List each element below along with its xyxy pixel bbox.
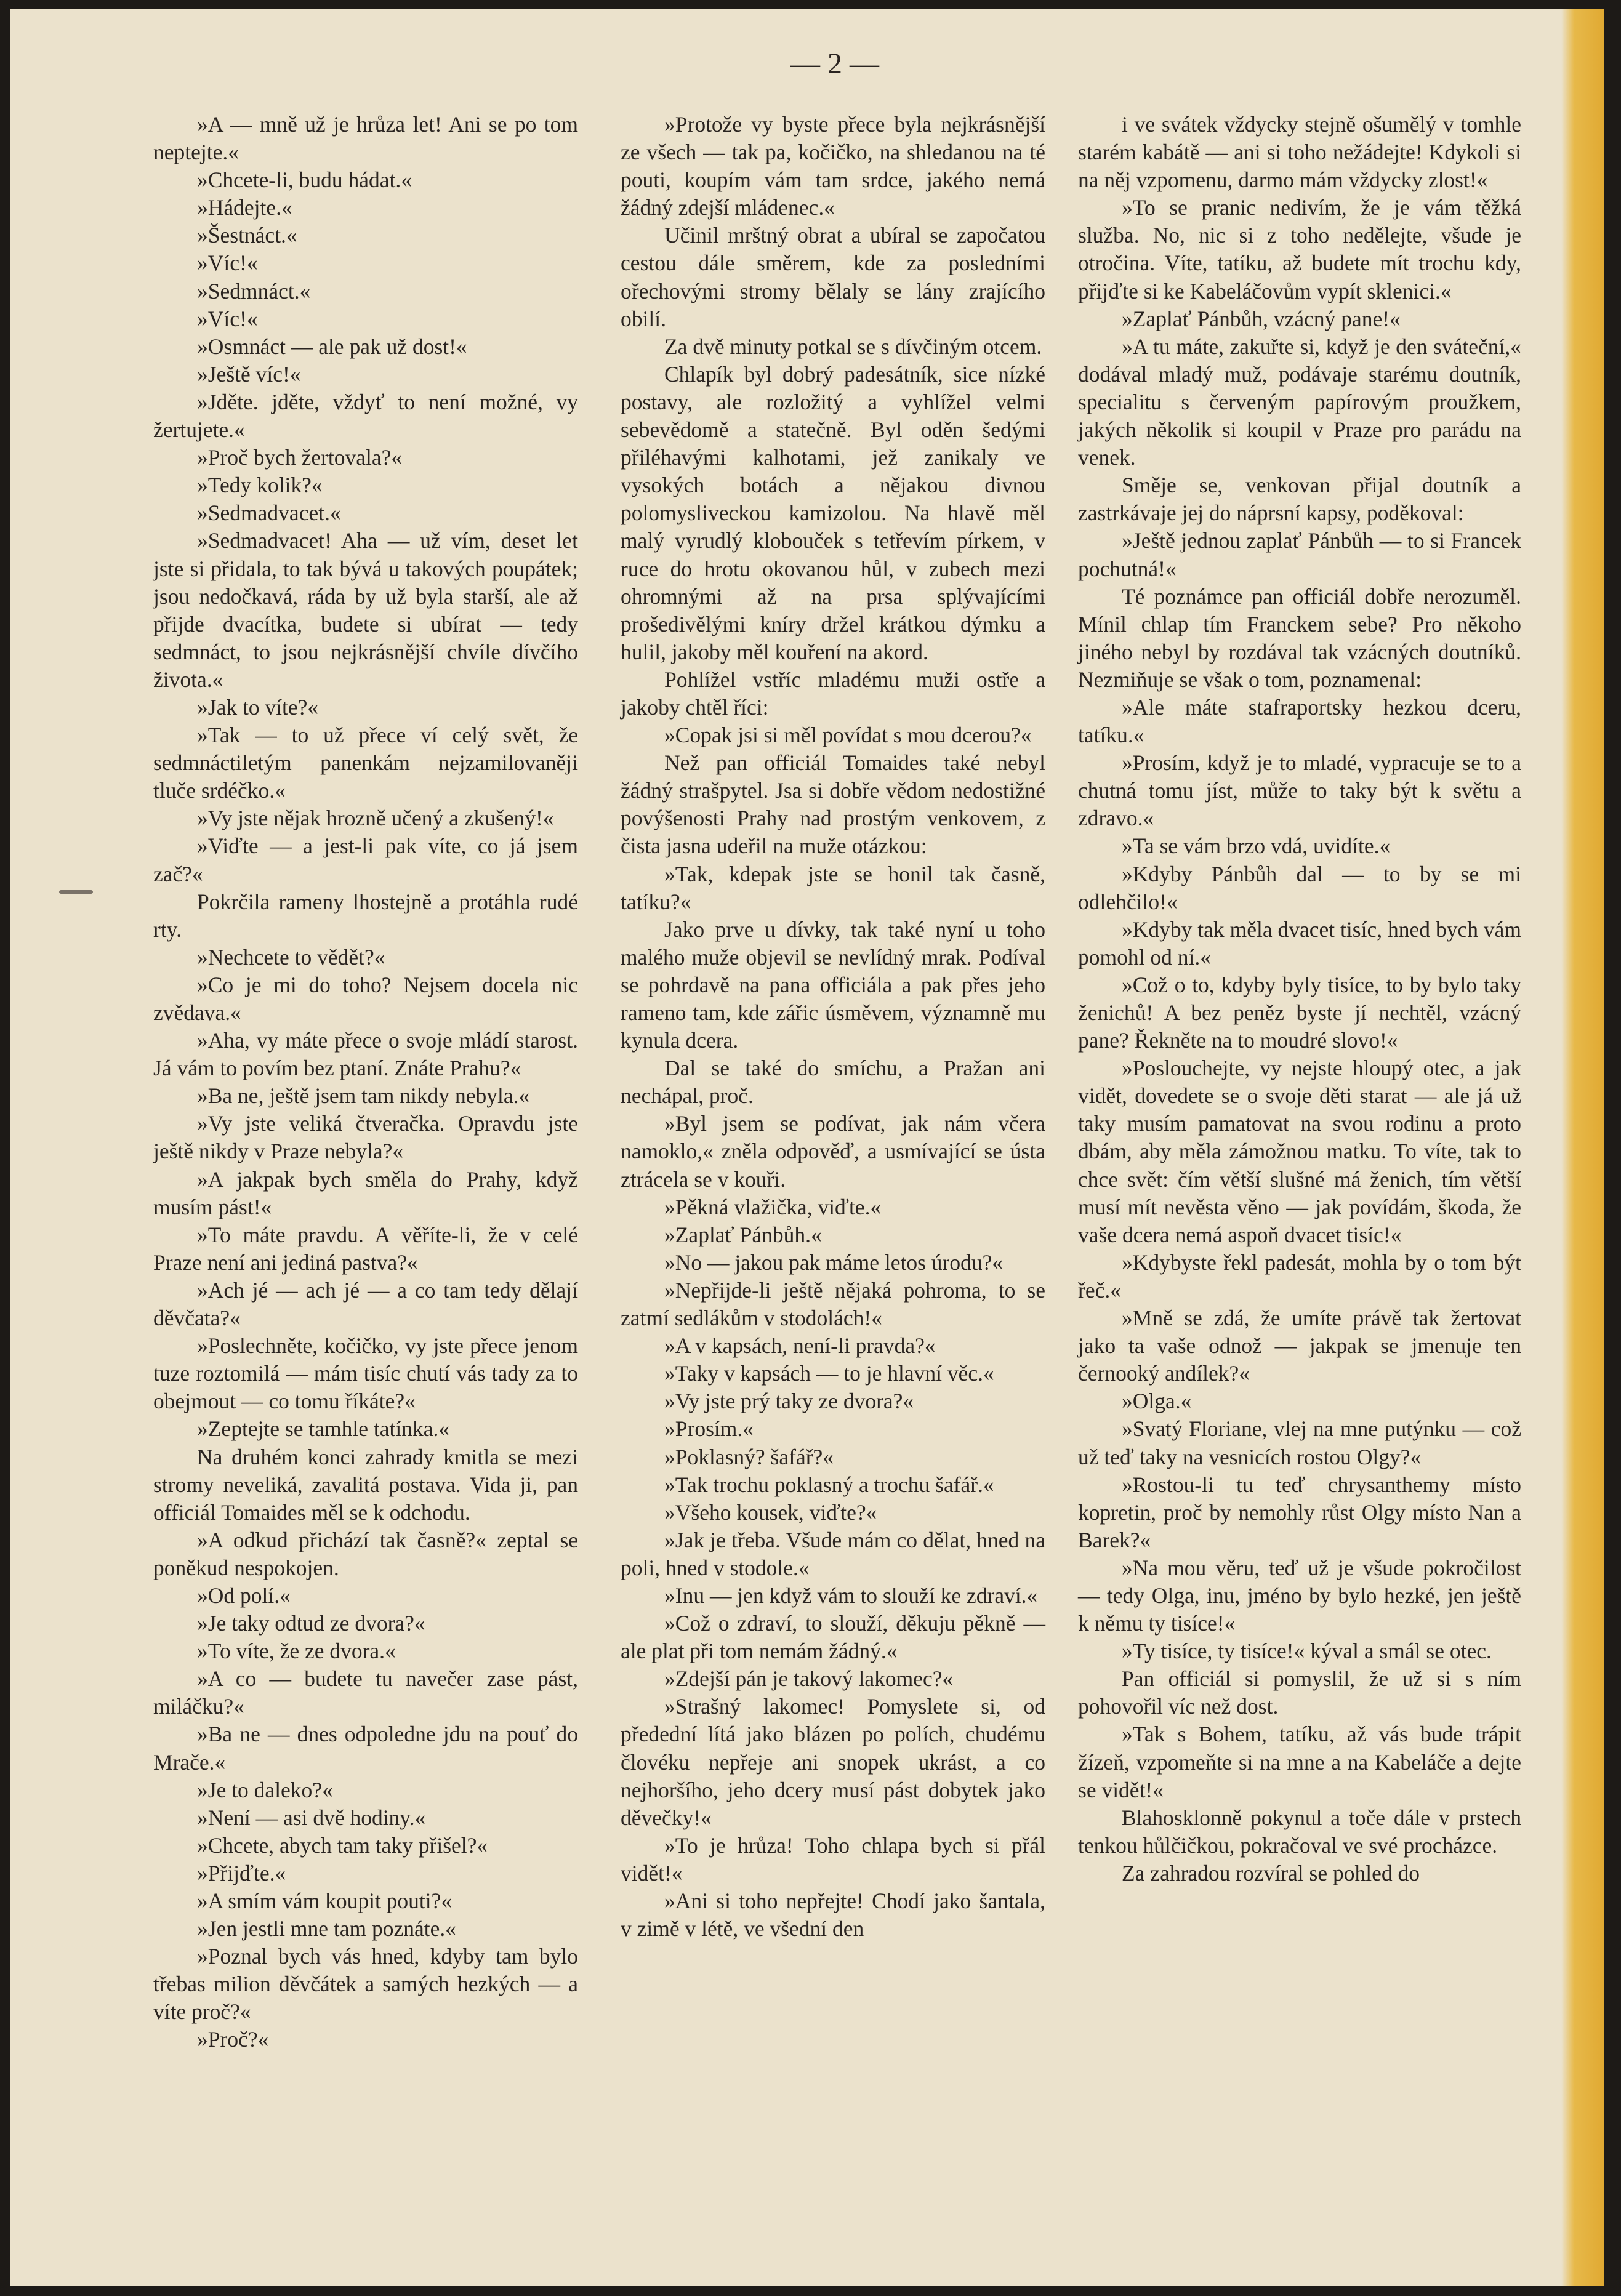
paragraph: Učinil mrštný obrat a ubíral se započatou cestou dále směrem, kde za posledními ořechovými stromy bělaly se lány zrajícího obilí. (621, 223, 1045, 331)
paragraph: »A co — budete tu navečer zase pást, miláčku?« (153, 1666, 578, 1719)
paragraph: »Poslouchejte, vy nejste hloupý otec, a jak vidět, dovedete se o svoje děti starat — ale já už taky musím pamatovat na svou rodinu a proto dbám, aby měla zámožnou matku. To víte, tak to chce svět: čím větší slušné má ženich, tím větší musí mít nevěsta věno — jak povídám, škoda, že vaše dcera nemá aspoň dvacet tisíc!« (1078, 1056, 1521, 1247)
paragraph: »No — jakou pak máme letos úrodu?« (664, 1250, 1004, 1275)
paragraph: i ve svátek vždycky stejně ošumělý v tomhle starém kabátě — ani si toho nežádejte! Kdykoli si na něj vzpomenu, darmo mám vždycky zlost!« (1078, 112, 1521, 193)
paragraph: »Tak — to už přece ví celý svět, že sedmnáctiletým panenkám nejzamilovaněji tluče srdéčko.« (153, 723, 578, 803)
paragraph: »Sedmnáct.« (197, 278, 311, 303)
paragraph: »Což o zdraví, to slouží, děkuju pěkně — ale plat při tom nemám žádný.« (621, 1611, 1045, 1664)
paragraph: »Co je mi do toho? Nejsem docela nic zvědava.« (153, 972, 578, 1025)
paragraph: »Nepřijde-li ještě nějaká pohroma, to se zatmí sedlákům v stodolách!« (621, 1277, 1045, 1331)
paragraph: »To máte pravdu. A věříte-li, že v celé Praze není ani jediná pastva?« (153, 1222, 578, 1275)
paragraph: »A smím vám koupit pouti?« (197, 1889, 453, 1913)
paragraph: »Zeptejte se tamhle tatínka.« (197, 1416, 450, 1442)
paragraph: »Vy jste nějak hrozně učený a zkušený!« (197, 806, 554, 831)
paragraph: »A jakpak bych směla do Prahy, když musím pást!« (153, 1166, 578, 1219)
paragraph: »Hádejte.« (197, 195, 292, 220)
paragraph: »Poklasný? šafář?« (664, 1444, 834, 1469)
paragraph: »Není — asi dvě hodiny.« (197, 1805, 426, 1830)
paragraph: »Sedmadvacet.« (197, 500, 341, 526)
paragraph: »Pěkná vlažička, viďte.« (664, 1194, 882, 1219)
paragraph: »Chcete-li, budu hádat.« (197, 167, 412, 193)
paragraph: »Všeho kousek, viďte?« (664, 1499, 877, 1525)
paragraph: Na druhém konci zahrady kmitla se mezi stromy neveliká, zavalitá postava. Vida ji, pan officiál Tomaides měl se k odchodu. (153, 1444, 578, 1525)
paragraph: »Poslechněte, kočičko, vy jste přece jenom tuze roztomilá — mám tisíc chutí vás tady za to obejmout — co tomu říkáte?« (153, 1333, 578, 1414)
paragraph: »Což o to, kdyby byly tisíce, to by bylo taky ženichů! A bez peněz byste jí nechtěl, vzácný pane? Řekněte na to moudré slovo!« (1078, 972, 1521, 1053)
paragraph: »Protože vy byste přece byla nejkrásnější ze všech — tak pa, kočičko, na shledanou na té pouti, koupím vám tam srdce, jakého nemá žádný zdejší mládenec.« (621, 112, 1045, 220)
margin-mark (59, 890, 93, 894)
paragraph: »Kdyby tak měla dvacet tisíc, hned bych vám pomohl od ní.« (1078, 917, 1521, 969)
page-edge-strip (1561, 9, 1604, 2286)
paragraph: »To je hrůza! Toho chlapa bych si přál vidět!« (621, 1832, 1045, 1885)
paragraph: »Ještě víc!« (197, 361, 301, 387)
paragraph: »Proč bych žertovala?« (197, 445, 403, 470)
paragraph: Té poznámce pan officiál dobře nerozuměl. Mínil chlap tím Franckem sebe? Pro někoho jiného nebyl by rozdával tak vzácných doutníků. Nezmiňuje se však o tom, poznamenal: (1078, 584, 1521, 692)
paragraph: »Šestnáct.« (197, 223, 297, 248)
paragraph: »Vy jste prý taky ze dvora?« (664, 1389, 914, 1414)
paragraph: »Jděte. jděte, vždyť to není možné, vy žertujete.« (153, 389, 578, 443)
paragraph: »Poznal bych vás hned, kdyby tam bylo třebas milion děvčátek a samých hezkých — a víte proč?« (153, 1944, 578, 2025)
paragraph: »Tak s Bohem, tatíku, až vás bude trápit žízeň, vzpomeňte si na mne a na Kabeláče a dejte se vidět!« (1078, 1722, 1521, 1802)
paragraph: »Nechcete to vědět?« (197, 944, 385, 969)
paragraph: »Ta se vám brzo vdá, uvidíte.« (1122, 833, 1391, 859)
paragraph: »Vy jste veliká čtveračka. Opravdu jste ještě nikdy v Praze nebyla?« (153, 1111, 578, 1164)
paragraph: »Ach jé — ach jé — a co tam tedy dělají děvčata?« (153, 1277, 578, 1331)
paragraph: Pan officiál si pomyslil, že už si s ním pohovořil víc než dost. (1078, 1666, 1521, 1719)
paragraph: Jako prve u dívky, tak také nyní u toho malého muže objevil se nevlídný mrak. Podíval se pohrdavě na pana officiála a pak přes jeho rameno tam, kde zářic úsměvem, významně mu kynula dcera. (621, 917, 1045, 1053)
paragraph: »Tak, kdepak jste se honil tak časně, tatíku?« (621, 861, 1045, 914)
paragraph: Za zahradou rozvíral se pohled do (1122, 1860, 1420, 1885)
paragraph: »Proč?« (197, 2027, 269, 2052)
paragraph: »Ani si toho nepřejte! Chodí jako šantala, v zimě v létě, ve všední den (621, 1889, 1045, 1941)
paragraph: »A odkud přichází tak časně?« zeptal se poněkud nespokojen. (153, 1527, 578, 1580)
paragraph: »A — mně už je hrůza let! Ani se po tom neptejte.« (153, 112, 578, 165)
paragraph: Pokrčila rameny lhostejně a protáhla rudé rty. (153, 889, 578, 942)
paragraph: »Taky v kapsách — to je hlavní věc.« (664, 1361, 994, 1386)
paragraph: »Copak jsi si měl povídat s mou dcerou?« (664, 723, 1032, 748)
paragraph: Směje se, venkovan přijal doutník a zastrkávaje jej do náprsní kapsy, poděkoval: (1078, 473, 1521, 526)
paragraph: »Chcete, abych tam taky přišel?« (197, 1832, 488, 1858)
paragraph: »Prosím, když je to mladé, vypracuje se to a chutná tomu jíst, může to taky být k světu a zdravo.« (1078, 750, 1521, 831)
paragraph: »Je to daleko?« (197, 1777, 333, 1802)
paragraph: »To se pranic nedivím, že je vám těžká služba. No, nic si z toho nedělejte, všude je otročina. Víte, tatíku, až budete mít trochu kdy, přijďte si ke Kabeláčovům vypít sklenici.« (1078, 195, 1521, 303)
paragraph: Pohlížel vstříc mladému muži ostře a jakoby chtěl říci: (621, 667, 1045, 720)
paragraph: »A v kapsách, není-li pravda?« (664, 1333, 936, 1359)
paragraph: »A tu máte, zakuřte si, když je den sváteční,« dodával mladý muž, podávaje starému doutník, specialitu s červeným papírovým proužkem, jakých několik si koupil v Praze pro parádu na venek. (1078, 334, 1521, 470)
paragraph: »Zaplať Pánbůh.« (664, 1222, 822, 1247)
paragraph: »Byl jsem se podívat, jak nám včera namoklo,« zněla odpověď, a usmívající se ústa ztrácela se v kouři. (621, 1111, 1045, 1192)
paragraph: »Víc!« (197, 251, 258, 276)
paragraph: »Jak to víte?« (197, 694, 319, 720)
paragraph: Chlapík byl dobrý padesátník, sice nízké postavy, ale rozložitý a vyhlížel velmi sebevědomě a statečně. Byl oděn šedými přiléhavými kalhotami, jež zanikaly ve vysokých botách a nějakou divnou polomysliveckou kamizolou. Na hlavě měl malý vyrudlý klobouček s tetřevím pírkem, v ruce do hrotu okovanou hůl, v zubech mezi ohromnými až na prsa splývajícími prošedivělými kníry držel krátkou dýmku a hulil, jakoby měl kouření na akord. (621, 361, 1045, 664)
paragraph: »Je taky odtud ze dvora?« (197, 1611, 425, 1636)
paragraph: »Prosím.« (664, 1416, 754, 1442)
paragraph: Blahosklonně pokynul a toče dále v prstech tenkou hůlčičkou, pokračoval ve své procházce. (1078, 1805, 1521, 1858)
paragraph: »To víte, že ze dvora.« (197, 1639, 396, 1664)
paragraph: »Inu — jen když vám to slouží ke zdraví.« (664, 1583, 1038, 1608)
paragraph: »Osmnáct — ale pak už dost!« (197, 334, 467, 359)
paragraph: »Tedy kolik?« (197, 473, 323, 498)
paragraph: »Aha, vy máte přece o svoje mládí starost. Já vám to povím bez ptaní. Znáte Prahu?« (153, 1028, 578, 1081)
paragraph: »Přijďte.« (197, 1860, 286, 1885)
paragraph: »Sedmadvacet! Aha — už vím, deset let jste si přidala, to tak bývá u takových poupátek; jsou nedočkavá, ráda by už byla starší, ale až přijde dvacítka, budete si ubírat — tedy sedmnáct, to jsou nejkrásnější chvíle dívčího života.« (153, 528, 578, 692)
paragraph: »Ale máte stafraportsky hezkou dceru, tatíku.« (1078, 694, 1521, 748)
paragraph: »Olga.« (1122, 1389, 1192, 1414)
paragraph: »Od polí.« (197, 1583, 291, 1608)
paragraph: »Kdybyste řekl padesát, mohla by o tom být řeč.« (1078, 1250, 1521, 1303)
paragraph: »Ba ne, ještě jsem tam nikdy nebyla.« (197, 1083, 530, 1109)
paragraph: »Rostou-li tu teď chrysanthemy místo kopretin, proč by nemohly růst Olgy místo Nan a Barek?« (1078, 1472, 1521, 1552)
paragraph: Dal se také do smíchu, a Pražan ani nechápal, proč. (621, 1056, 1045, 1109)
newspaper-page (10, 9, 1604, 2286)
text-column-2 (621, 111, 1045, 1943)
paragraph: »Svatý Floriane, vlej na mne putýnku — což už teď taky na vesnicích rostou Olgy?« (1078, 1416, 1521, 1469)
paragraph: »Víc!« (197, 306, 258, 331)
paragraph: »Jen jestli mne tam poznáte.« (197, 1916, 456, 1941)
paragraph: »Zaplať Pánbůh, vzácný pane!« (1122, 306, 1401, 331)
paragraph: Za dvě minuty potkal se s dívčiným otcem. (664, 334, 1042, 359)
text-column-1 (153, 111, 578, 2054)
paragraph: »Zdejší pán je takový lakomec?« (664, 1666, 954, 1692)
paragraph: »Na mou věru, teď už je všude pokročilost — tedy Olga, inu, jméno by bylo hezké, jen ještě k němu ty tisíce!« (1078, 1555, 1521, 1636)
text-column-3 (1078, 111, 1521, 1887)
paragraph: »Ty tisíce, ty tisíce!« kýval a smál se otec. (1122, 1639, 1492, 1664)
paragraph: »Kdyby Pánbůh dal — to by se mi odlehčilo!« (1078, 861, 1521, 914)
paragraph: »Ba ne — dnes odpoledne jdu na pouť do Mrače.« (153, 1722, 578, 1775)
paragraph: Než pan officiál Tomaides také nebyl žádný strašpytel. Jsa si dobře vědom nedostižné povýšenosti Prahy nad prostým venkovem, z čista jasna udeřil na muže otázkou: (621, 750, 1045, 859)
paragraph: »Viďte — a jest-li pak víte, co já jsem zač?« (153, 833, 578, 886)
paragraph: »Jak je třeba. Všude mám co dělat, hned na poli, hned v stodole.« (621, 1527, 1045, 1580)
paragraph: »Strašný lakomec! Pomyslete si, od předední lítá jako blázen po polích, chudému človéku nepřeje ani snopek ukrást, a co nejhoršího, jeho dcery musí pást dobytek jako děvečky!« (621, 1694, 1045, 1830)
paragraph: »Ještě jednou zaplať Pánbůh — to si Francek pochutná!« (1078, 528, 1521, 581)
page-number: — 2 — (790, 47, 879, 80)
paragraph: »Tak trochu poklasný a trochu šafář.« (664, 1472, 994, 1497)
paragraph: »Mně se zdá, že umíte právě tak žertovat jako ta vaše odnož — jakpak se jmenuje ten černooký andílek?« (1078, 1306, 1521, 1386)
